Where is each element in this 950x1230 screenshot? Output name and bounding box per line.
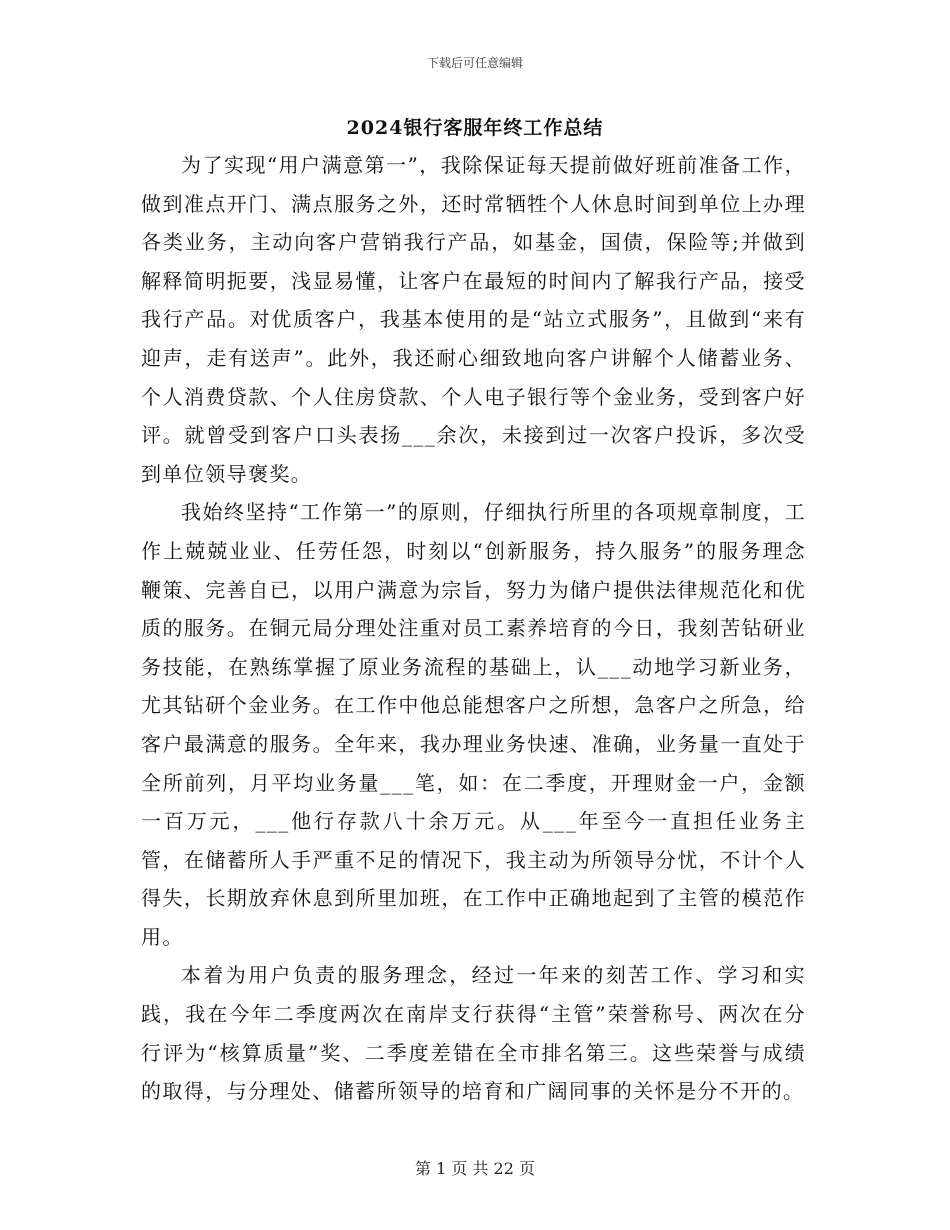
paragraph-1: 为了实现“用户满意第一”，我除保证每天提前做好班前准备工作，做到准点开门、满点服务之外，还时常牺牲个人休息时间到单位上办理各类业务，主动向客户营销我行产品，如基金，国债，保险等;并做到解释简明扼要，浅显易懂，让客户在最短的时间内了解我行产品，接受我行产品。对优质客户，我基本使用的是“站立式服务”，且做到“来有迎声，走有送声”。此外，我还耐心细致地向客户讲解个人储蓄业务、个人消费贷款、个人住房贷款、个人电子银行等个金业务，受到客户好评。就曾受到客户口头表扬___余次，未接到过一次客户投诉，多次受到单位领导褒奖。 — [141, 153, 806, 486]
document-title: 2024银行客服年终工作总结 — [346, 117, 604, 139]
paragraph-3: 本着为用户负责的服务理念，经过一年来的刻苦工作、学习和实践，我在今年二季度两次在南岸支行获得“主管”荣誉称号、两次在分行评为“核算质量”奖、二季度差错在全市排名第三。这些荣誉与成绩的取得，与分理处、储蓄所领导的培育和广阔同事的关怀是分不开的。 — [141, 963, 806, 1104]
paragraph-2: 我始终坚持“工作第一”的原则，仔细执行所里的各项规章制度，工作上兢兢业业、任劳任怨，时刻以“创新服务，持久服务”的服务理念鞭策、完善自已，以用户满意为宗旨，努力为储户提供法律规范化和优质的服务。在铜元局分理处注重对员工素养培育的今日，我刻苦钻研业务技能，在熟练掌握了原业务流程的基础上，认___动地学习新业务，尤其钻研个金业务。在工作中他总能想客户之所想，急客户之所急，给客户最满意的服务。全年来，我办理业务快速、准确，业务量一直处于全所前列，月平均业务量___笔，如：在二季度，开理财金一户，金额一百万元，___他行存款八十余万元。从___年至今一直担任业务主管，在储蓄所人手严重不足的情况下，我主动为所领导分忧，不计个人得失，长期放弃休息到所里加班，在工作中正确地起到了主管的模范作用。 — [141, 500, 806, 949]
document-body — [141, 146, 806, 1111]
page-indicator: 第 1 页 共 22 页 — [415, 1159, 535, 1178]
header-note: 下载后可任意编辑 — [426, 56, 523, 70]
